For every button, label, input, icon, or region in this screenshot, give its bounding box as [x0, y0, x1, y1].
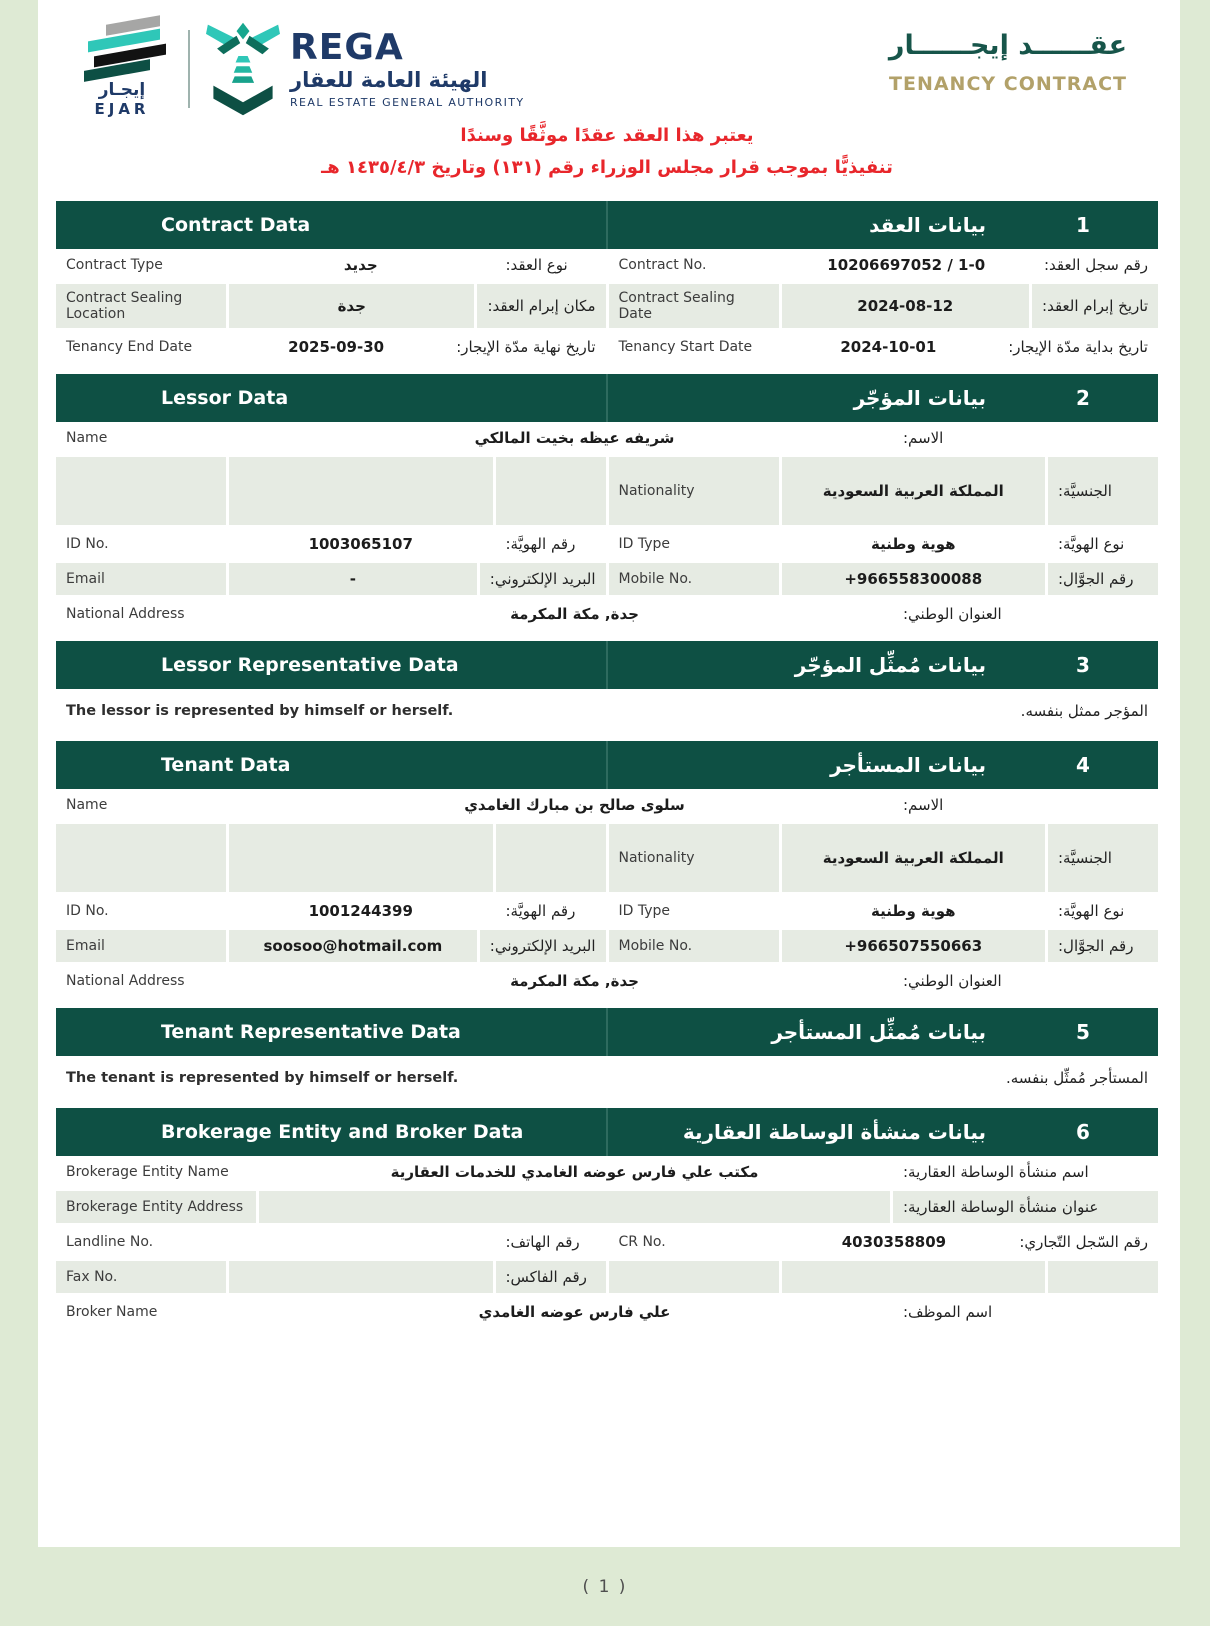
- field-label-en: ID No.: [56, 528, 226, 560]
- field-label-ar: تاريخ نهاية مدّة الإيجار:: [446, 331, 605, 363]
- field-label-ar: اسم الموظف:: [893, 1296, 1158, 1328]
- field-label-ar: الجنسيَّة:: [1048, 457, 1158, 525]
- section-number: 6: [1076, 1119, 1090, 1144]
- section-title-en: Lessor Data: [161, 386, 289, 409]
- field-label-en: Broker Name: [56, 1296, 256, 1328]
- table-row: [56, 563, 1158, 598]
- field-label-ar: البريد الإلكتروني:: [480, 930, 606, 962]
- field-label-en: Brokerage Entity Address: [56, 1191, 256, 1223]
- field-value: جدة: [229, 284, 474, 328]
- field-label-ar: العنوان الوطني:: [893, 965, 1158, 997]
- field-label-ar: البريد الإلكتروني:: [480, 563, 606, 595]
- legal-notice-line2: تنفيذيًّا بموجب قرار مجلس الوزراء رقم (١٣١) وتاريخ ١٤٣٥/٤/٣ هـ: [321, 157, 893, 179]
- empty-cell: [56, 457, 226, 525]
- field-value: -: [229, 563, 477, 595]
- empty-cell: [1048, 1261, 1158, 1293]
- field-value: [229, 1226, 493, 1258]
- field-label-en: Contract No.: [609, 249, 779, 281]
- representative-note: [56, 1056, 1158, 1100]
- field-label-en: ID No.: [56, 895, 226, 927]
- field-label-ar: نوع الهويَّة:: [1048, 895, 1158, 927]
- page-number: ( 1 ): [582, 1576, 628, 1597]
- field-label-ar: رقم الجوَّال:: [1048, 930, 1158, 962]
- field-label-en: Fax No.: [56, 1261, 226, 1293]
- table-row: [56, 1261, 1158, 1296]
- field-label-ar: نوع الهويَّة:: [1048, 528, 1158, 560]
- section-title-ar: بيانات مُمثِّل المؤجّر: [794, 652, 986, 677]
- ejar-logo-latin: EJAR: [94, 100, 150, 118]
- rega-wordmark: REGA: [290, 26, 404, 68]
- note-arabic: المستأجر مُمثِّل بنفسه.: [1005, 1068, 1148, 1087]
- rega-logo-text: [290, 26, 525, 109]
- field-value: 1001244399: [229, 895, 493, 927]
- section-title-ar: بيانات العقد: [869, 212, 986, 237]
- note-english: The tenant is represented by himself or herself.: [66, 1069, 459, 1086]
- field-label-en: CR No.: [609, 1226, 779, 1258]
- field-value: 10206697052 / 1-0: [782, 249, 1031, 281]
- ejar-logo: [72, 20, 172, 118]
- section-brokerage-data: [56, 1108, 1158, 1331]
- rega-arabic-name: الهيئة العامة للعقار: [290, 67, 488, 92]
- field-label-ar: رقم الجوَّال:: [1048, 563, 1158, 595]
- field-label-ar: الاسم:: [893, 789, 1158, 821]
- field-label-en: Name: [56, 789, 256, 821]
- section-lessor-data: [56, 374, 1158, 633]
- empty-cell: [496, 457, 606, 525]
- section-number: 2: [1076, 385, 1090, 410]
- section-header: [56, 1008, 1158, 1056]
- field-value: +966507550663: [782, 930, 1046, 962]
- empty-cell: [782, 1261, 1046, 1293]
- field-value: +966558300088: [782, 563, 1046, 595]
- field-label-en: ID Type: [609, 528, 779, 560]
- table-row: [56, 457, 1158, 528]
- field-value: 2024-08-12: [782, 284, 1030, 328]
- empty-cell: [56, 824, 226, 892]
- field-label-en: Mobile No.: [609, 930, 779, 962]
- table-row: [56, 1296, 1158, 1331]
- table-row: [56, 789, 1158, 824]
- field-label-ar: اسم منشأة الوساطة العقارية:: [893, 1156, 1158, 1188]
- field-label-en: Contract Sealing Location: [56, 284, 226, 328]
- table-row: [56, 930, 1158, 965]
- field-value: [229, 1261, 493, 1293]
- field-label-ar: نوع العقد:: [496, 249, 606, 281]
- section-header: [56, 1108, 1158, 1156]
- table-row: [56, 1191, 1158, 1226]
- field-label-ar: العنوان الوطني:: [893, 598, 1158, 630]
- field-label-en: Nationality: [609, 457, 779, 525]
- section-title-en: Tenant Representative Data: [161, 1020, 461, 1043]
- table-row: [56, 1156, 1158, 1191]
- field-label-ar: تاريخ إبرام العقد:: [1032, 284, 1158, 328]
- field-label-ar: مكان إبرام العقد:: [477, 284, 605, 328]
- field-label-en: Brokerage Entity Name: [56, 1156, 256, 1188]
- table-row: [56, 284, 1158, 331]
- field-label-ar: رقم الهاتف:: [496, 1226, 606, 1258]
- field-value: المملكة العربية السعودية: [782, 824, 1046, 892]
- document-header: [56, 16, 1158, 118]
- field-value: 2025-09-30: [229, 331, 443, 363]
- field-value: [259, 1191, 890, 1223]
- field-label-ar: عنوان منشأة الوساطة العقارية:: [893, 1191, 1158, 1223]
- section-header: [56, 374, 1158, 422]
- section-title-ar: بيانات المؤجّر: [853, 385, 986, 410]
- field-value: المملكة العربية السعودية: [782, 457, 1046, 525]
- note-english: The lessor is represented by himself or herself.: [66, 702, 454, 719]
- field-label-en: Tenancy End Date: [56, 331, 226, 363]
- table-row: [56, 895, 1158, 930]
- field-value: مكتب علي فارس عوضه الغامدي للخدمات العقارية: [259, 1156, 890, 1188]
- field-value: جدة, مكة المكرمة: [259, 965, 890, 997]
- field-value: علي فارس عوضه الغامدي: [259, 1296, 890, 1328]
- legal-notice: [56, 120, 1158, 185]
- legal-notice-line1: يعتبر هذا العقد عقدًا موثَّقًا وسندًا: [460, 125, 754, 146]
- section-title-ar: بيانات المستأجر: [830, 752, 986, 777]
- ejar-logo-arabic: إيجـار: [98, 80, 146, 100]
- section-number: 4: [1076, 752, 1090, 777]
- empty-cell: [496, 824, 606, 892]
- field-label-en: Mobile No.: [609, 563, 779, 595]
- document-title-arabic: عقــــــد إيجــــــار: [888, 30, 1128, 61]
- field-label-ar: الاسم:: [893, 422, 1158, 454]
- field-label-en: Name: [56, 422, 256, 454]
- table-row: [56, 331, 1158, 366]
- field-label-en: Contract Type: [56, 249, 226, 281]
- field-label-en: Landline No.: [56, 1226, 226, 1258]
- rega-logo: [206, 22, 525, 116]
- section-title-ar: بيانات منشأة الوساطة العقارية: [682, 1119, 986, 1144]
- field-label-en: Nationality: [609, 824, 779, 892]
- field-label-ar: تاريخ بداية مدّة الإيجار:: [998, 331, 1158, 363]
- section-header: [56, 201, 1158, 249]
- section-number: 1: [1076, 212, 1090, 237]
- field-label-en: National Address: [56, 598, 256, 630]
- section-title-en: Brokerage Entity and Broker Data: [161, 1120, 524, 1143]
- section-number: 5: [1076, 1019, 1090, 1044]
- section-contract-data: [56, 201, 1158, 366]
- empty-cell: [229, 824, 493, 892]
- field-label-ar: رقم الفاكس:: [496, 1261, 606, 1293]
- field-value: جدة, مكة المكرمة: [259, 598, 890, 630]
- empty-cell: [229, 457, 493, 525]
- section-lessor-representative: [56, 641, 1158, 733]
- field-label-ar: رقم سجل العقد:: [1034, 249, 1158, 281]
- representative-note: [56, 689, 1158, 733]
- field-label-ar: الجنسيَّة:: [1048, 824, 1158, 892]
- field-label-en: ID Type: [609, 895, 779, 927]
- rega-palm-icon: [206, 22, 280, 116]
- logo-divider: [188, 30, 190, 108]
- table-row: [56, 528, 1158, 563]
- section-title-en: Lessor Representative Data: [161, 653, 459, 676]
- field-value: 4030358809: [782, 1226, 1007, 1258]
- field-label-en: Email: [56, 930, 226, 962]
- section-title-en: Tenant Data: [161, 753, 291, 776]
- ejar-stripes-icon: [82, 20, 162, 76]
- field-label-ar: رقم الهويَّة:: [496, 895, 606, 927]
- field-value: هوية وطنية: [782, 528, 1046, 560]
- section-tenant-representative: [56, 1008, 1158, 1100]
- field-label-en: Tenancy Start Date: [609, 331, 779, 363]
- section-title-ar: بيانات مُمثِّل المستأجر: [771, 1019, 986, 1044]
- field-value: 2024-10-01: [782, 331, 996, 363]
- field-value: soosoo@hotmail.com: [229, 930, 477, 962]
- section-number: 3: [1076, 652, 1090, 677]
- rega-tagline: REAL ESTATE GENERAL AUTHORITY: [290, 95, 525, 109]
- contract-sheet: [38, 0, 1180, 1547]
- table-row: [56, 422, 1158, 457]
- table-row: [56, 249, 1158, 284]
- section-tenant-data: [56, 741, 1158, 1000]
- document-title-english: TENANCY CONTRACT: [889, 73, 1127, 95]
- table-row: [56, 824, 1158, 895]
- section-title-en: Contract Data: [161, 213, 311, 236]
- field-value: جديد: [229, 249, 493, 281]
- table-row: [56, 965, 1158, 1000]
- section-header: [56, 641, 1158, 689]
- field-label-en: Email: [56, 563, 226, 595]
- section-header: [56, 741, 1158, 789]
- header-logos: [56, 20, 525, 118]
- table-row: [56, 598, 1158, 633]
- field-value: شريفه عيظه بخيت المالكي: [259, 422, 890, 454]
- field-label-en: Contract Sealing Date: [609, 284, 779, 328]
- note-arabic: المؤجر ممثل بنفسه.: [1020, 701, 1148, 720]
- table-row: [56, 1226, 1158, 1261]
- field-value: 1003065107: [229, 528, 493, 560]
- empty-cell: [609, 1261, 779, 1293]
- field-label-ar: رقم الهويَّة:: [496, 528, 606, 560]
- field-label-en: National Address: [56, 965, 256, 997]
- field-label-ar: رقم السّجل التّجاري:: [1009, 1226, 1158, 1258]
- field-value: هوية وطنية: [782, 895, 1046, 927]
- field-value: سلوى صالح بن مبارك الغامدي: [259, 789, 890, 821]
- document-title-block: [858, 20, 1158, 95]
